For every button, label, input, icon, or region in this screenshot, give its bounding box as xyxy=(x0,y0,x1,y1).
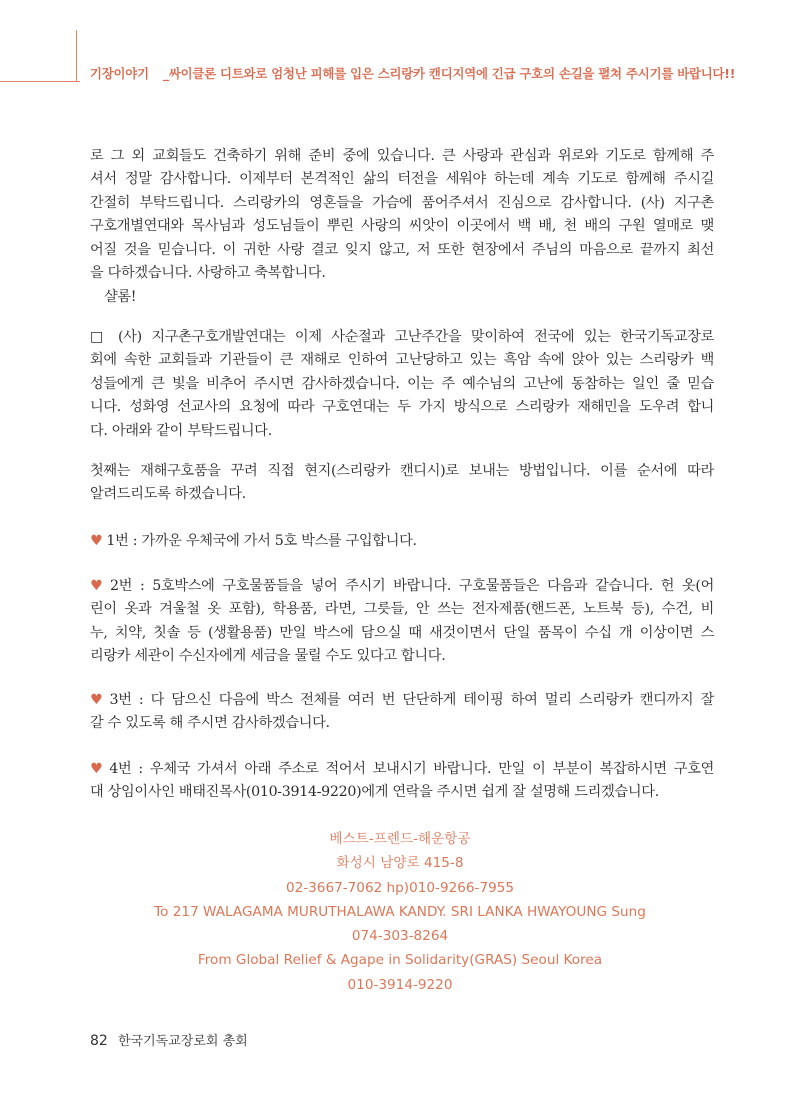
text-line: □ (사) 지구촌구호개발연대는 이제 사순절과 고난주간을 맞이하여 전국에 있는 한국기독교장로 xyxy=(90,329,714,345)
page-footer xyxy=(90,1030,248,1049)
text-line: 알려드리도록 하겠습니다. xyxy=(90,486,246,503)
heart-icon: ♥ xyxy=(90,692,106,708)
text-line: ♥ 4번 : 우체국 가셔서 아래 주소로 적어서 보내시기 바랍니다. 만일 이 부분이 복잡하시면 구호연 xyxy=(90,761,715,777)
text-line: 을 다하겠습니다. 사랑하고 축복합니다. xyxy=(90,265,326,282)
text-line: 리랑카 세관이 수신자에게 세금을 물릴 수도 있다고 합니다. xyxy=(90,648,446,665)
address-recipient: To 217 WALAGAMA MURUTHALAWA KANDY. SRI LANKA HWAYOUNG Sung xyxy=(154,903,646,920)
text-line: 성들에게 큰 빛을 비추어 주시면 감사하겠습니다. 이는 주 예수님의 고난에 동참하는 일인 줄 믿습 xyxy=(90,375,714,392)
paragraph-3 xyxy=(90,460,714,507)
text-line: 회에 속한 교회들과 기관들이 큰 재해로 인하여 고난당하고 있는 흑암 속에 앉아 있는 스리랑카 백 xyxy=(90,352,714,369)
step-4 xyxy=(90,758,714,805)
address-recipient-phone: 074-303-8264 xyxy=(351,928,449,945)
header-section: 기장이야기 xyxy=(90,66,149,81)
text-line: 누, 치약, 칫솔 등 (생활용품) 만일 박스에 담으실 때 새것이면서 단일 품목이 수십 개 이상이면 스 xyxy=(90,624,714,641)
text-line: 니다. 성화영 선교사의 요청에 따라 구호연대는 두 가지 방식으로 스리랑카 재해민을 도우려 합니 xyxy=(90,399,714,416)
text-line: 첫째는 재해구호품을 꾸려 직접 현지(스리랑카 캔디시)로 보내는 방법입니다. 이를 순서에 따라 xyxy=(90,463,714,479)
text-line: 다. 아래와 같이 부탁드립니다. xyxy=(90,422,272,439)
paragraph-2 xyxy=(90,326,714,443)
text-line: 구호개별연대와 목사님과 성도님들이 뿌린 사랑의 씨앗이 이곳에서 백 배, 천 배의 구원 열매로 맺 xyxy=(90,218,714,235)
heart-icon: ♥ xyxy=(90,761,106,777)
header-rule-vertical xyxy=(76,30,77,82)
address-sender: From Global Relief & Agape in Solidarity(GRAS) Seoul Korea xyxy=(197,952,603,969)
address-phone: 02-3667-7062 hp)010-9266-7955 xyxy=(285,879,515,896)
shalom-text: 샬롬! xyxy=(104,289,137,305)
text-line: ♥ 3번 : 다 담으신 다음에 박스 전체를 여러 번 단단하게 테이핑 하여 멀리 스리랑카 캔디까지 잘 xyxy=(90,692,714,708)
step-2 xyxy=(90,575,714,669)
shipping-address xyxy=(90,827,710,997)
address-street: 화성시 남양로 415-8 xyxy=(336,855,464,872)
page-number: 82 xyxy=(90,1033,108,1049)
step-1 xyxy=(90,530,714,553)
header-rule-horizontal xyxy=(0,81,80,82)
text-line: 어질 것을 믿습니다. 이 귀한 사랑 결코 잊지 않고, 저 또한 현장에서 주님의 마음으로 끝까지 최선 xyxy=(90,241,714,258)
text-line: 셔서 정말 감사합니다. 이제부터 본격적인 삶의 터전을 세워야 하는데 계속 기도로 함께해 주시길 xyxy=(90,171,714,188)
text-line: 갈 수 있도록 해 주시면 감사하겠습니다. xyxy=(90,715,330,732)
address-sender-phone: 010-3914-9220 xyxy=(347,976,453,993)
heart-icon: ♥ xyxy=(90,578,107,594)
text-line: 대 상임이사인 배태진목사(010-3914-9220)에게 연락을 주시면 쉽게 잘 설명해 드리겠습니다. xyxy=(90,784,659,801)
text-line: 린이 옷과 겨울철 옷 포함), 학용품, 라면, 그릇들, 안 쓰는 전자제품(핸드폰, 노트북 등), 수건, 비 xyxy=(90,601,714,618)
running-header xyxy=(90,64,790,82)
step-3 xyxy=(90,689,714,736)
closing-greeting xyxy=(104,286,728,309)
text-line: 간절히 부탁드립니다. 스리랑카의 영혼들을 가슴에 품어주셔서 진심으로 감사합니다. (사) 지구촌 xyxy=(90,194,714,211)
address-company: 베스트-프렌드-해운항공 xyxy=(329,831,471,847)
text-line: ♥ 1번 : 가까운 우체국에 가서 5호 박스를 구입합니다. xyxy=(90,533,417,549)
paragraph-1 xyxy=(90,145,714,285)
heart-icon: ♥ xyxy=(90,533,103,549)
text-line: ♥ 2번 : 5호박스에 구호물품들을 넣어 주시기 바랍니다. 구호물품들은 다음과 같습니다. 헌 옷(어 xyxy=(90,578,715,594)
footer-org: 한국기독교장로회 총회 xyxy=(117,1034,248,1049)
header-title: _싸이클론 디트와로 엄청난 피해를 입은 스리랑카 캔디지역에 긴급 구호의 손길을 펼쳐 주시기를 바랍니다!! xyxy=(162,66,736,81)
text-line: 로 그 외 교회들도 건축하기 위해 준비 중에 있습니다. 큰 사랑과 관심과 위로와 기도로 함께해 주 xyxy=(90,148,714,164)
